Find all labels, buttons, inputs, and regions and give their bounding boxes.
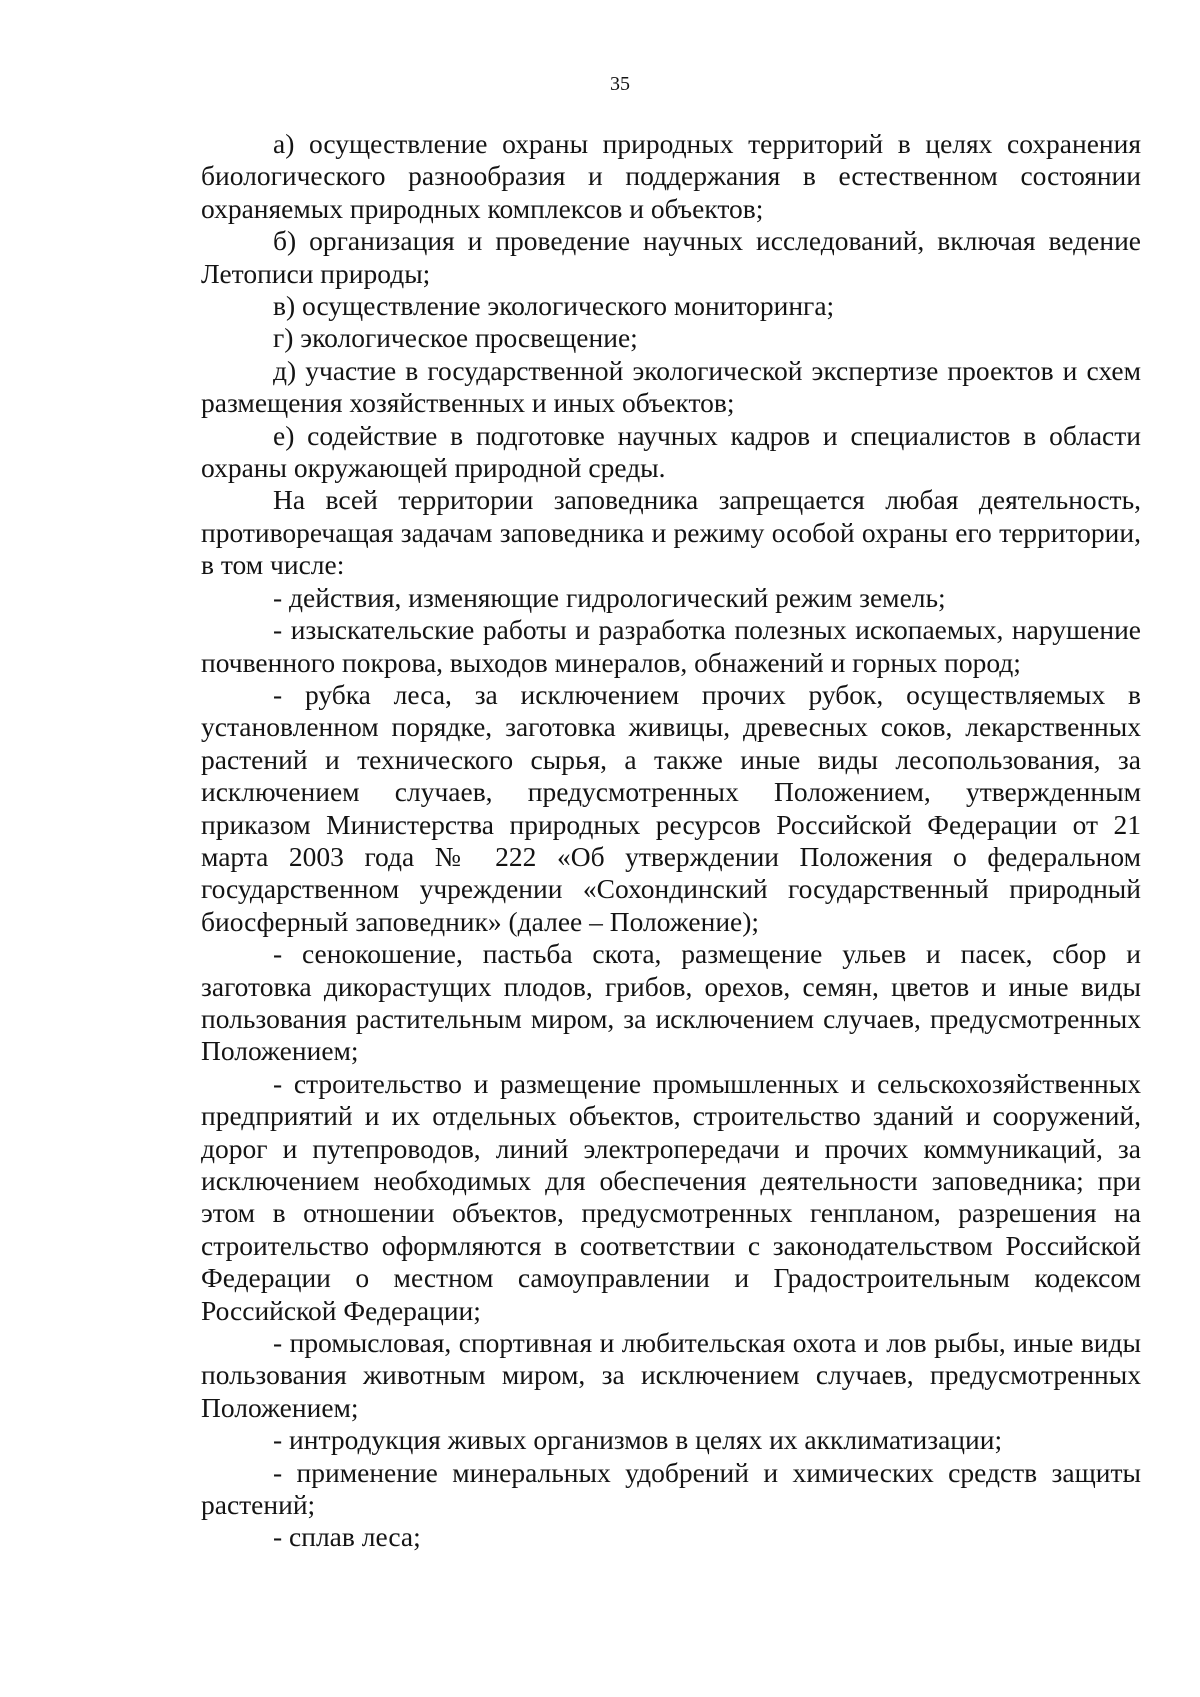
list-item-mining: - изыскательские работы и разработка полезных ископаемых, нарушение почвенного покрова, выходов минералов, обнажений и горных пород;: [201, 614, 1141, 678]
list-item-hydrology: - действия, изменяющие гидрологический режим земель;: [273, 581, 946, 613]
list-item-construction: - строительство и размещение промышленных и сельскохозяйственных предприятий и их отдельных объектов, строительство зданий и сооружений, дорог и путепроводов, линий электропередачи и прочих коммуникаций, за исключением необходимых для обеспечения деятельности заповедника; при этом в отношении объектов, предусмотренных генпланом, разрешения на строительство оформляются в соответствии с законодательством Российской Федерации о местном самоуправлении и Градостроительным кодексом Российской Федерации;: [201, 1067, 1141, 1326]
list-item-introduction: - интродукция живых организмов в целях их акклиматизации;: [273, 1424, 1003, 1456]
list-item-logging: - рубка леса, за исключением прочих рубок, осуществляемых в установленном порядке, заготовка живицы, древесных соков, лекарственных растений и технического сырья, а также иные виды лесопользования, за исключением случаев, предусмотренных Положением, утвержденным приказом Министерства природных ресурсов Российской Федерации от 21 марта 2003 года № 222 «Об утверждении Положения о федеральном государственном учреждении «Сохондинский государственный природный биосферный заповедник» (далее – Положение);: [201, 678, 1141, 937]
list-item-haymaking: - сенокошение, пастьба скота, размещение ульев и пасек, сбор и заготовка дикорастущих плодов, грибов, орехов, семян, цветов и иные виды пользования растительным миром, за исключением случаев, предусмотренных Положением;: [201, 938, 1141, 1067]
list-item-timber-rafting: - сплав леса;: [273, 1521, 421, 1553]
paragraph-g-education: г) экологическое просвещение;: [273, 322, 638, 354]
page-number: 35: [610, 73, 630, 95]
paragraph-b-research: б) организация и проведение научных исследований, включая ведение Летописи природы;: [201, 225, 1141, 289]
paragraph-a-protection: а) осуществление охраны природных территорий в целях сохранения биологического разнообразия и поддержания в естественном состоянии охраняемых природных комплексов и объектов;: [201, 128, 1141, 224]
paragraph-d-expertise: д) участие в государственной экологической экспертизе проектов и схем размещения хозяйственных и иных объектов;: [201, 354, 1141, 419]
list-item-fertilizers: - применение минеральных удобрений и химических средств защиты растений;: [201, 1456, 1141, 1521]
paragraph-prohibitions-intro: На всей территории заповедника запрещается любая деятельность, противоречащая задачам заповедника и режиму особой охраны его территории, в том числе:: [201, 484, 1141, 581]
list-item-hunting: - промысловая, спортивная и любительская охота и лов рыбы, иные виды пользования животным миром, за исключением случаев, предусмотренных Положением;: [201, 1327, 1141, 1423]
paragraph-e-training: е) содействие в подготовке научных кадров и специалистов в области охраны окружающей природной среды.: [201, 419, 1141, 484]
document-body: [201, 128, 1141, 1554]
paragraph-v-monitoring: в) осуществление экологического мониторинга;: [273, 290, 835, 322]
